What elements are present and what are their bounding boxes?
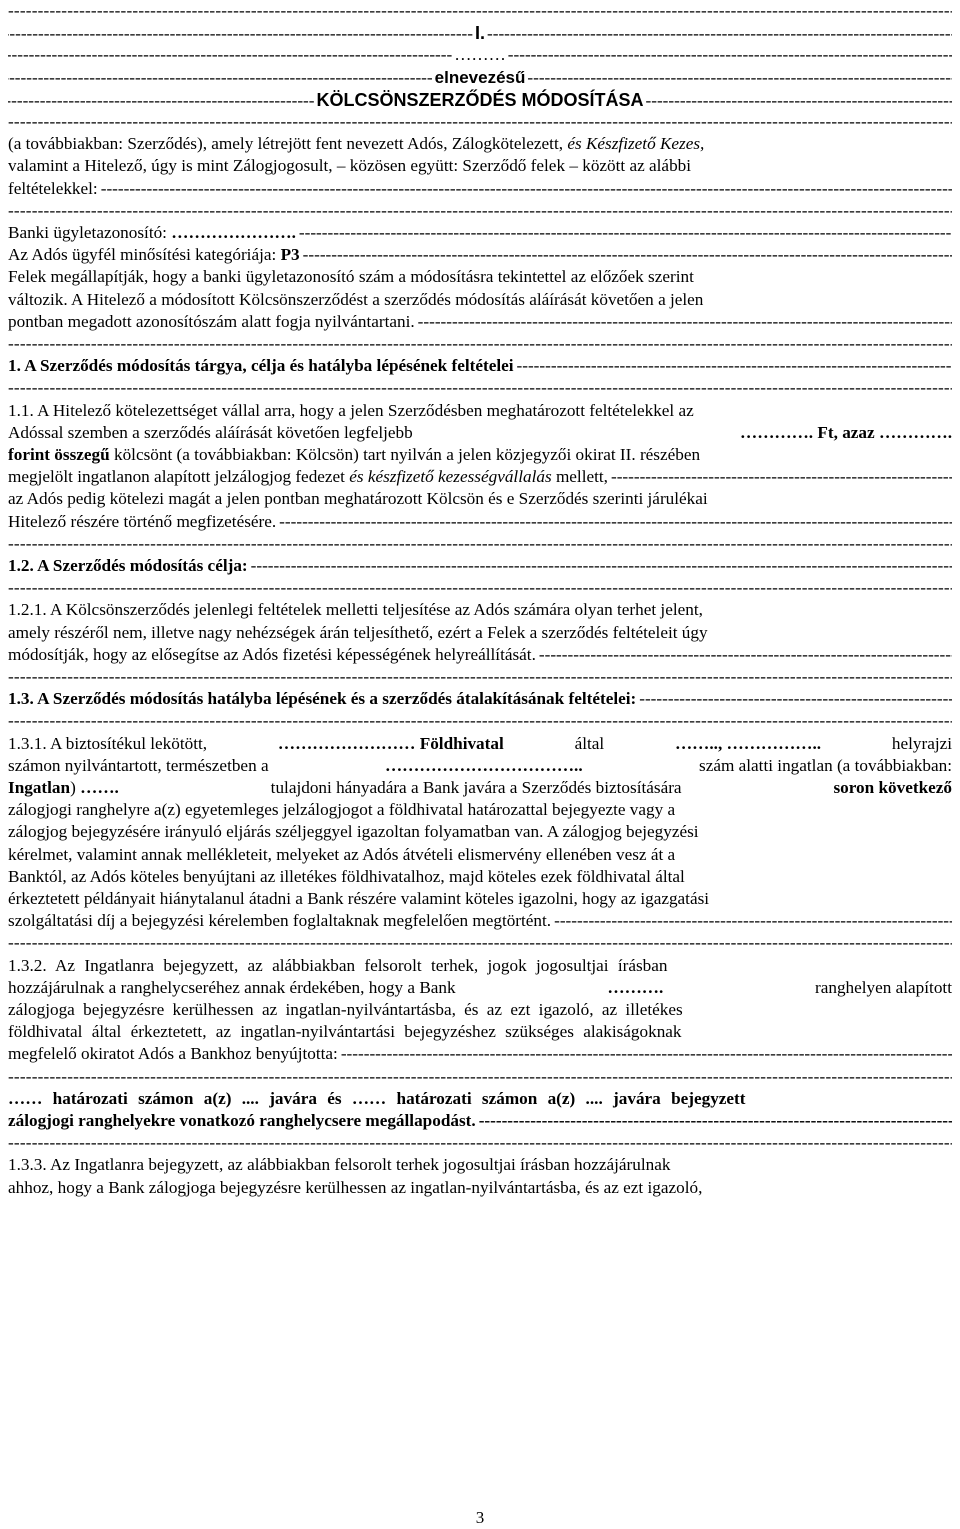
section-1-2-1-paragraph: 1.2.1. A Kölcsönszerződés jelenlegi feltételek melletti teljesítése az Adós számára olyan terhet jelent, amely részéről nem, illetve nagy nehézségek árán teljesíthető, ezért a Felek a szerződés feltételeit úgy módosítják, hogy az elősegítse az Adós fizetési képességének helyreállítását. -----	[8, 599, 952, 666]
dash-line	[8, 200, 952, 222]
banki-ugyletazonosito-line	[8, 222, 952, 244]
name-placeholder: ………	[454, 45, 506, 65]
document-title-line	[8, 89, 952, 111]
minositesi-kategoria-line	[8, 244, 952, 266]
name-placeholder-line	[8, 44, 952, 66]
roman-numeral: I.	[475, 23, 486, 44]
dash-line	[8, 1132, 952, 1154]
section-1-2-heading: 1.2. A Szerződés módosítás célja: -----	[8, 555, 952, 577]
dash-line	[8, 377, 952, 399]
felek-paragraph: Felek megállapítják, hogy a banki ügyletazonosító szám a módosításra tekintettel az előzőek szerint változik. A Hitelező a módosított Kölcsönszerződést a szerződés módosítás aláírását követően a jelen pontban megadott azonosítószám alatt fogja nyilvántartani. -----	[8, 266, 952, 333]
dash-line	[8, 666, 952, 688]
dash-line	[8, 577, 952, 599]
section-1-3-1-paragraph: 1.3.1. A biztosítékul lekötött, …………………… Földhivatal által …….., …………….. helyrajzi számon nyilvántartott, természetben a …………………………….. szám alatti ingatlan (a továbbiakban: Ingatlan) ……. tulajdoni hányadára a Bank javára a Szerződés biztosítására soron következő zálogjogi ranghelyre a(z) egyetemleges jelzálogjogot a földhivatal határozattal bejegyezte vagy a zálogjog bejegyzésére irányuló eljárás széljeggyel igazoltan folyamatban van. A zálogjog bejegyzési kérelmet, valamint annak mellékleteit, melyeket az Adós átvételi elismervény ellenében vesz át a Banktól, az Adós köteles benyújtani az illetékes földhivatalhoz, majd köteles ezek földhivatal által érkeztetett példányait hiánytalanul átadni a Bank részére valamint köteles igazolni, hogy az igazgatási szolgáltatási díj a bejegyzési kérelemben foglaltaknak megfelelően megtörtént. -----	[8, 733, 952, 933]
document-title: KÖLCSÖNSZERZŐDÉS MÓDOSÍTÁSA	[316, 89, 644, 110]
dash-line	[8, 333, 952, 355]
dash-line	[8, 1066, 952, 1088]
roman-heading-line	[8, 22, 952, 44]
elnevezesu-line	[8, 67, 952, 89]
kategoria-value: P3	[280, 245, 300, 265]
section-1-heading: 1. A Szerződés módosítás tárgya, célja és hatályba lépésének feltételei -----	[8, 355, 952, 377]
dash-line	[8, 111, 952, 133]
section-1-1-paragraph: 1.1. A Hitelező kötelezettséget vállal arra, hogy a jelen Szerződésben meghatározott feltételekkel az Adóssal szemben a szerződés aláírását követően legfeljebb …………. Ft, azaz …………. forint összegű kölcsönt (a továbbiakban: Kölcsön) tart nyilván a jelen közjegyzői okirat II. részében megjelölt ingatlanon alapított jelzálogjog fedezet és készfizető kezességvállalás mellett, ----- az Adós pedig kötelezi magát a jelen pontban meghatározott Kölcsön és e Szerződés szerinti járulékai Hitelező részére történő megfizetésére. -----	[8, 400, 952, 533]
ranghelycsere-paragraph: …… határozati számon a(z) .... javára és …… határozati számon a(z) .... javára bejegyzett zálogjogi ranghelyekre vonatkozó ranghelycsere megállapodást. -----	[8, 1088, 952, 1132]
dash-line	[8, 533, 952, 555]
ugyletazonosito-value: ………………….	[171, 222, 296, 242]
ugyletazonosito-label: Banki ügyletazonosító:	[8, 222, 172, 242]
section-1-3-heading: 1.3. A Szerződés módosítás hatályba lépésének és a szerződés átalakításának feltételei: -----	[8, 688, 952, 710]
kategoria-label: Az Adós ügyfél minősítési kategóriája:	[8, 245, 281, 265]
dash-line	[8, 710, 952, 732]
section-1-3-3-paragraph: 1.3.3. Az Ingatlanra bejegyzett, az alábbiakban felsorolt terhek jogosultjai írásban hozzájárulnak ahhoz, hogy a Bank zálogjoga bejegyzésre kerülhessen az ingatlan-nyilvántartásba, és az ezt igazoló,	[8, 1155, 703, 1197]
page-number: 3	[475, 1508, 485, 1527]
dash-line	[8, 0, 952, 22]
section-1-3-2-paragraph: 1.3.2. Az Ingatlanra bejegyzett, az alábbiakban felsorolt terhek, jogok jogosultjai írásban hozzájárulnak a ranghelycseréhez annak érdekében, hogy a Bank ………. ranghelyen alapított zálogjoga bejegyzésre kerülhessen az ingatlan-nyilvántartásba, és az ezt igazoló, az illetékes földhivatal által érkeztetett, az ingatlan-nyilvántartási bejegyzéshez szükséges alakiságoknak megfelelő okiratot Adós a Bankhoz benyújtotta: -----	[8, 955, 952, 1066]
elnevezesu-label: elnevezésű	[434, 67, 526, 87]
intro-paragraph: (a továbbiakban: Szerződés), amely létrejött fent nevezett Adós, Zálogkötelezett, és Készfizető Kezes, valamint a Hitelező, úgy is mint Zálogjogosult, – közösen együtt: Szerződő felek – között az alábbi feltételekkel: -----	[8, 133, 952, 200]
dash-line	[8, 932, 952, 954]
